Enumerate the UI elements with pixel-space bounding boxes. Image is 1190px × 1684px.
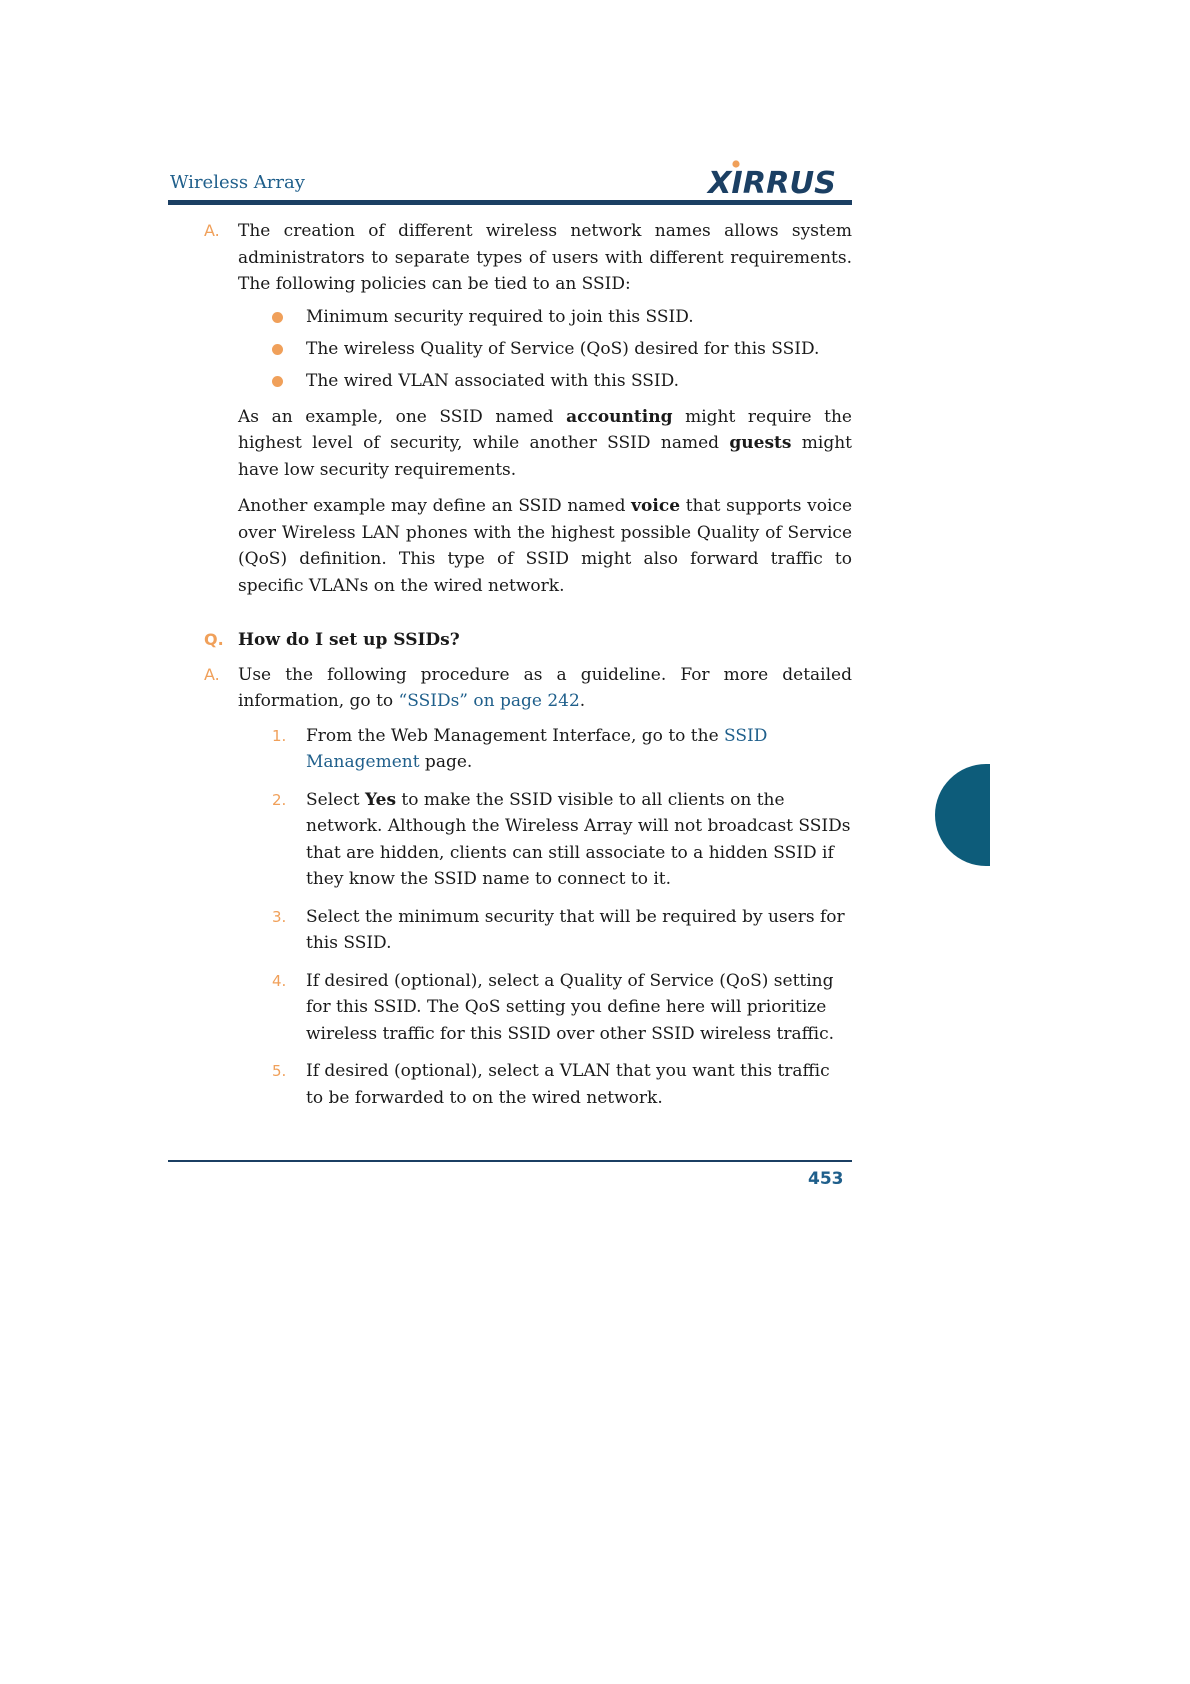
example-paragraph-1: As an example, one SSID named accounting might require the highest level of security, while another SSID named guests might have low security requirements.	[238, 406, 853, 480]
page-content	[204, 218, 852, 1122]
ssids-page-link[interactable]: “SSIDs” on page 242	[398, 691, 580, 711]
xirrus-logo	[706, 160, 846, 196]
header-rule	[168, 200, 852, 205]
footer-rule	[168, 1160, 852, 1162]
list-item: 5. If desired (optional), select a VLAN that you want this traffic to be forwarded to on the wired network.	[306, 1058, 852, 1111]
list-item: 1. From the Web Management Interface, go to the SSID Management page.	[306, 723, 852, 776]
question-text: How do I set up SSIDs?	[238, 630, 460, 650]
policy-list	[238, 304, 852, 394]
list-item: Minimum security required to join this SSID.	[306, 304, 852, 330]
header-title: Wireless Array	[170, 172, 305, 193]
step-number: 5.	[272, 1062, 287, 1080]
question-mark: Q.	[204, 630, 224, 649]
answer-intro: The creation of different wireless network names allows system administrators to separate types of users with different requirements. The following policies can be tied to an SSID:	[238, 221, 852, 294]
example-paragraph-2: Another example may define an SSID named voice that supports voice over Wireless LAN phones with the highest possible Quality of Service (QoS) definition. This type of SSID might also forward traffic to specific VLANs on the wired network.	[238, 496, 853, 596]
list-item: 3. Select the minimum security that will be required by users for this SSID.	[306, 904, 852, 957]
ssid-management-link[interactable]: SSID Management	[306, 725, 768, 772]
logo-text: XIRRUS	[706, 166, 836, 196]
bullet-icon	[272, 312, 283, 323]
step-number: 3.	[272, 907, 287, 926]
step-number: 4.	[272, 971, 287, 990]
answer-block-2	[204, 662, 852, 1112]
answer-mark: A.	[204, 221, 220, 240]
list-item: The wireless Quality of Service (QoS) desired for this SSID.	[306, 336, 852, 362]
step-number: 1.	[272, 726, 287, 745]
answer-mark: A.	[204, 664, 220, 684]
answer-text: Use the following procedure as a guideline. For more detailed information, go to “SSIDs” on page 242.	[238, 664, 852, 711]
bullet-icon	[272, 376, 283, 387]
procedure-steps	[238, 723, 852, 1112]
step-number: 2.	[272, 790, 287, 809]
list-item: The wired VLAN associated with this SSID.	[306, 368, 852, 394]
list-item: 4. If desired (optional), select a Quality of Service (QoS) setting for this SSID. The QoS setting you define here will prioritize wireless traffic for this SSID over other SSID wireless traffic.	[306, 968, 852, 1048]
answer-block-1	[204, 218, 852, 599]
bullet-icon	[272, 344, 283, 355]
list-item: 2. Select Yes to make the SSID visible to all clients on the network. Although the Wireless Array will not broadcast SSIDs that are hidden, clients can still associate to a hidden SSID if they know the SSID name to connect to it.	[306, 787, 852, 893]
question-block	[204, 627, 852, 654]
chapter-thumb-tab	[935, 764, 990, 866]
page-number: 453	[808, 1169, 844, 1189]
